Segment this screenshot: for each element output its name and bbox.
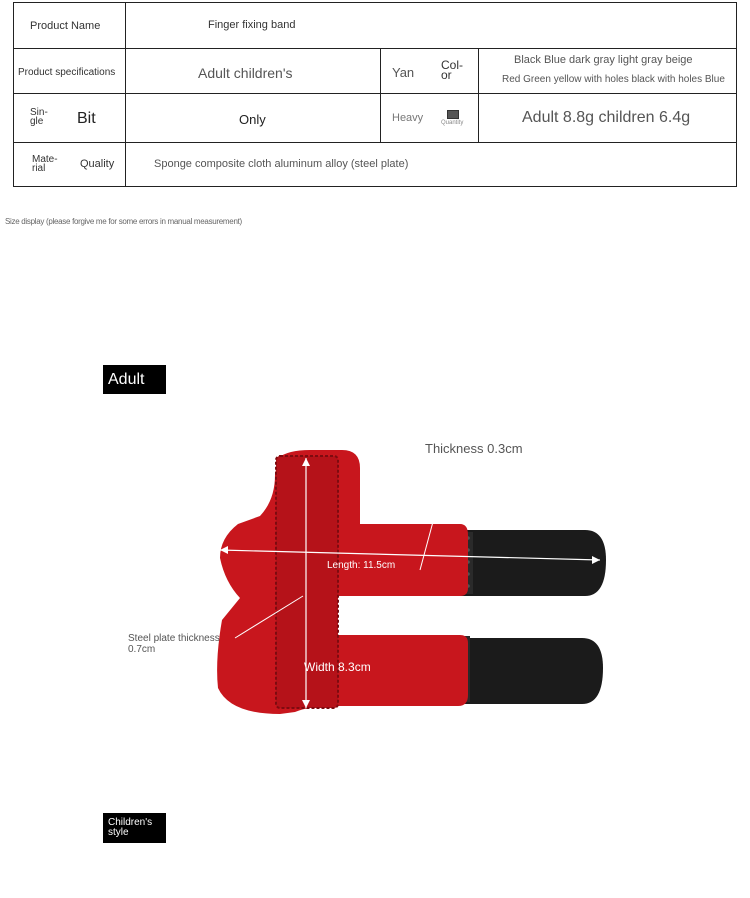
steel-plate-annotation-line-1: Steel plate thickness: [128, 633, 220, 644]
thickness-annotation: Thickness 0.3cm: [425, 441, 523, 456]
weight-label-b: Quantity: [441, 120, 464, 126]
unit-label-a2: gle: [30, 116, 44, 127]
unit-label-a1: Sin-: [30, 107, 48, 118]
material-value: Sponge composite cloth aluminum alloy (steel plate): [154, 158, 409, 170]
row-divider: [14, 142, 736, 143]
color-label-b2: or: [441, 68, 452, 82]
spec-table: [13, 2, 737, 187]
scale-icon: [447, 110, 459, 119]
row-divider: [14, 48, 736, 49]
weight-label-a: Heavy: [392, 112, 424, 124]
size-caption: Size display (please forgive me for some errors in manual measurement): [5, 217, 242, 226]
children-badge: Children's style: [103, 813, 166, 843]
steel-plate-annotation-line-2: 0.7cm: [128, 644, 156, 655]
color-label-a: Yan: [392, 65, 415, 80]
adult-badge: Adult: [103, 365, 166, 394]
column-divider: [125, 3, 126, 186]
material-label-a1: Mate-: [32, 154, 58, 165]
product-name-label: Product Name: [30, 20, 101, 32]
specs-label: Product specifications: [18, 67, 116, 78]
row-divider: [14, 93, 736, 94]
weight-value: Adult 8.8g children 6.4g: [522, 109, 691, 126]
width-annotation: Width 8.3cm: [304, 660, 371, 674]
lower-strap: [450, 636, 603, 704]
unit-value: Only: [239, 112, 266, 127]
material-label-b: Quality: [80, 158, 115, 170]
color-label-b1: Col-: [441, 58, 464, 72]
product-name-value: Finger fixing band: [208, 19, 296, 31]
red-fabric-body: [217, 450, 468, 714]
specs-value: Adult children's: [198, 65, 293, 81]
upper-strap: [450, 530, 606, 596]
column-divider: [380, 48, 381, 142]
material-label-a2: rial: [32, 163, 46, 174]
unit-label-b: Bit: [77, 110, 96, 127]
column-divider: [478, 48, 479, 142]
colors-line-2: Red Green yellow with holes black with holes Blue: [502, 74, 725, 85]
colors-line-1: Black Blue dark gray light gray beige: [514, 54, 693, 66]
length-annotation: Length: 11.5cm: [327, 560, 396, 571]
